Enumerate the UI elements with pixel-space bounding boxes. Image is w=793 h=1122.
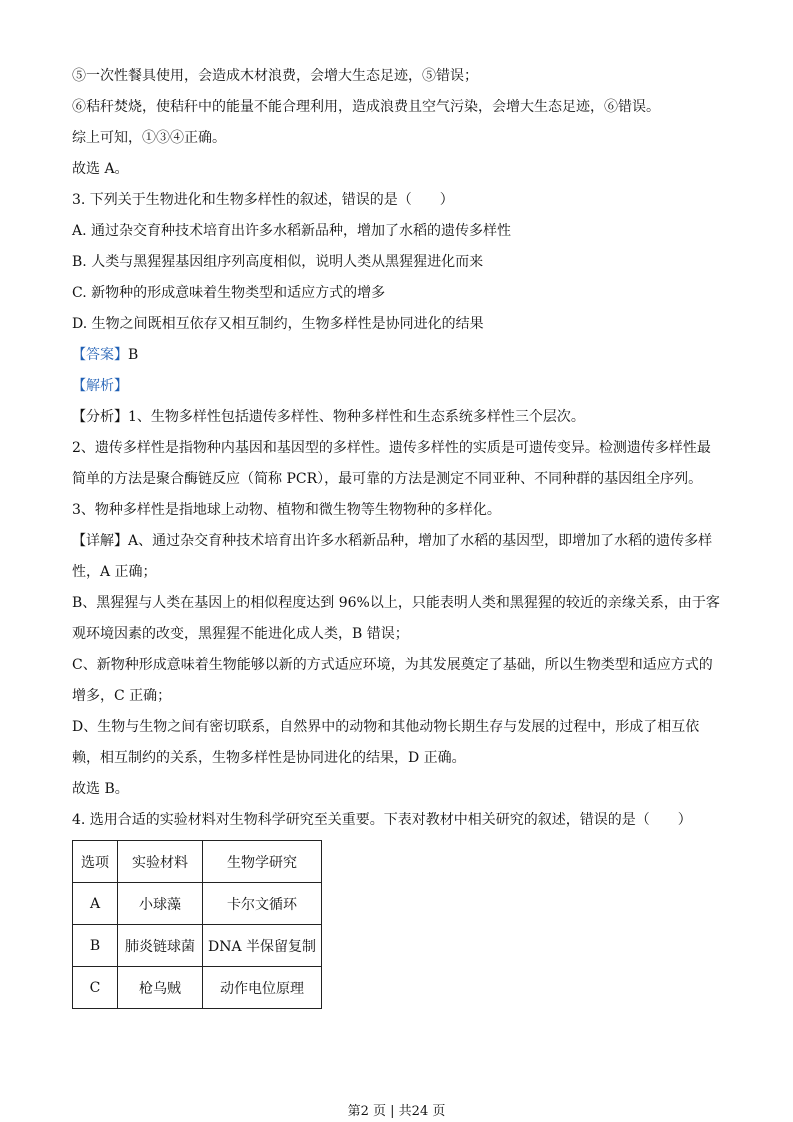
analysis-label: 【解析】: [72, 378, 128, 394]
text-line: C、新物种形成意味着生物能够以新的方式适应环境，为其发展奠定了基础，所以生物类型和适应方式的: [72, 657, 713, 673]
table-row: [73, 967, 322, 1009]
text-line: 性，A 正确；: [72, 564, 157, 580]
option-b: B. 人类与黑猩猩基因组序列高度相似，说明人类从黑猩猩进化而来: [72, 254, 484, 270]
text-line: D、生物与生物之间有密切联系，自然界中的动物和其他动物长期生存与发展的过程中，形成了相互依: [72, 719, 700, 735]
table-cell: 肺炎链球菌: [118, 925, 203, 967]
text-line: 综上可知，①③④正确。: [72, 130, 226, 146]
question-4: 4. 选用合适的实验材料对生物科学研究至关重要。下表对教材中相关研究的叙述，错误的是（ ）: [72, 812, 692, 828]
text-line: B、黑猩猩与人类在基因上的相似程度达到 96%以上，只能表明人类和黑猩猩的较近的亲缘关系，由于客: [72, 595, 720, 611]
table-cell: A: [73, 883, 118, 925]
table-cell: C: [73, 967, 118, 1009]
table-header-cell: 实验材料: [118, 841, 203, 883]
table-cell: 卡尔文循环: [203, 883, 322, 925]
table-cell: DNA 半保留复制: [203, 925, 322, 967]
table-cell: 动作电位原理: [203, 967, 322, 1009]
text-line: 3、物种多样性是指地球上动物、植物和微生物等生物物种的多样化。: [72, 502, 501, 518]
page-footer: 第2 页 | 共24 页: [347, 1104, 446, 1119]
text-line: 【详解】A、通过杂交育种技术培育出许多水稻新品种，增加了水稻的基因型，即增加了水稻的遗传多样: [72, 533, 713, 549]
text-line: ⑥秸秆焚烧，使秸秆中的能量不能合理利用，造成浪费且空气污染，会增大生态足迹，⑥错误。: [72, 99, 660, 115]
table-cell: 枪乌贼: [118, 967, 203, 1009]
option-a: A. 通过杂交育种技术培育出许多水稻新品种，增加了水稻的遗传多样性: [72, 223, 512, 239]
table-header-cell: 生物学研究: [203, 841, 322, 883]
text-line: 故选 A。: [72, 161, 129, 177]
option-c: C. 新物种的形成意味着生物类型和适应方式的增多: [72, 285, 386, 301]
text-line: 【分析】1、生物多样性包括遗传多样性、物种多样性和生态系统多样性三个层次。: [72, 409, 585, 425]
option-d: D. 生物之间既相互依存又相互制约，生物多样性是协同进化的结果: [72, 316, 484, 332]
answer-line: [72, 345, 138, 365]
options-table: [72, 840, 322, 1009]
text-line: 简单的方法是聚合酶链反应（简称 PCR），最可靠的方法是测定不同亚种、不同种群的基因组全序列。: [72, 471, 703, 487]
answer-value: B: [128, 347, 139, 363]
text-line: 增多，C 正确；: [72, 688, 172, 704]
answer-label: 【答案】: [72, 347, 128, 363]
text-line: 观环境因素的改变，黑猩猩不能进化成人类，B 错误；: [72, 626, 409, 642]
table-cell: 小球藻: [118, 883, 203, 925]
text-line: 赖，相互制约的关系，生物多样性是协同进化的结果，D 正确。: [72, 750, 466, 766]
text-line: 2、遗传多样性是指物种内基因和基因型的多样性。遗传多样性的实质是可遗传变异。检测遗传多样性最: [72, 440, 711, 456]
table-cell: B: [73, 925, 118, 967]
table-header-cell: 选项: [73, 841, 118, 883]
table-row: [73, 925, 322, 967]
table-header-row: [73, 841, 322, 883]
text-line: 故选 B。: [72, 781, 129, 797]
text-line: ⑤一次性餐具使用，会造成木材浪费，会增大生态足迹，⑤错误；: [72, 68, 478, 84]
table-row: [73, 883, 322, 925]
question-3: 3. 下列关于生物进化和生物多样性的叙述，错误的是（ ）: [72, 192, 454, 208]
